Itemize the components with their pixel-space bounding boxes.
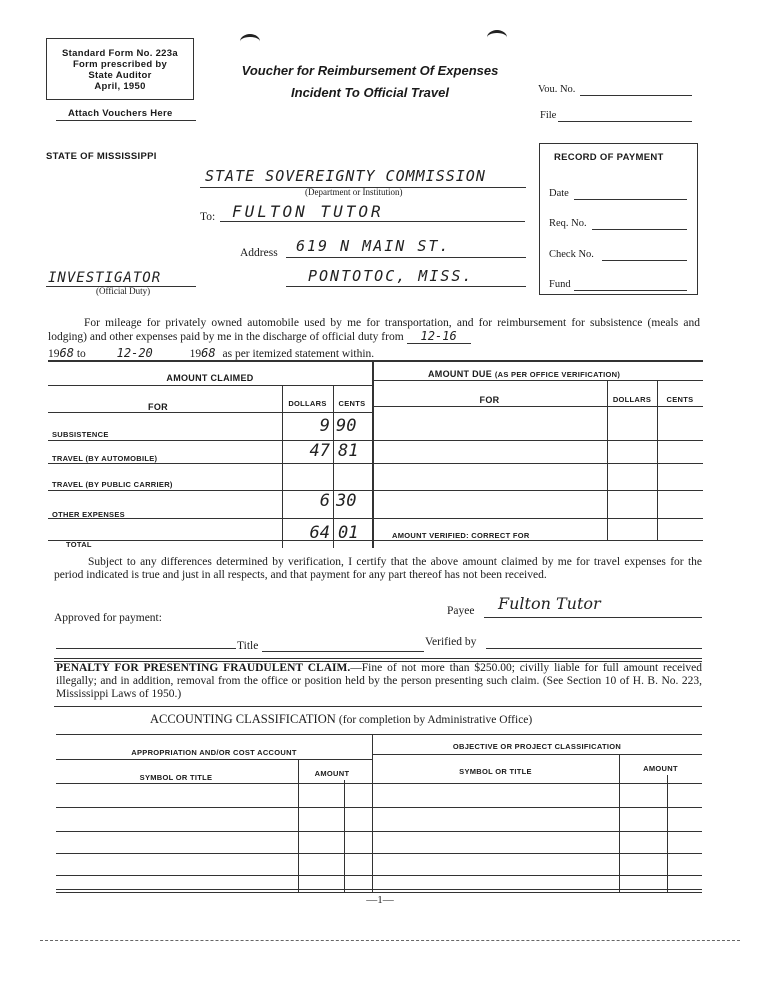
address-label: Address <box>240 247 278 259</box>
verified-line <box>486 648 702 649</box>
rop-req-label: Req. No. <box>549 218 587 229</box>
punch-hole-left <box>240 34 260 49</box>
penalty-heading: PENALTY FOR PRESENTING FRAUDULENT CLAIM. <box>56 662 351 674</box>
amount-due-header <box>428 369 620 379</box>
title-line <box>262 651 424 652</box>
to-line <box>220 221 525 222</box>
row-label-subsistence: SUBSISTENCE <box>52 430 109 439</box>
acct-left-head-line <box>56 759 372 760</box>
acct-row-1 <box>56 783 702 784</box>
row-line-2 <box>48 463 703 464</box>
accounting-heading-row <box>150 712 532 727</box>
approved-line <box>56 648 236 649</box>
perforation-line <box>40 940 740 941</box>
address-line1-rule <box>286 257 526 258</box>
year1-value: 68 <box>59 346 74 360</box>
mileage-from-date: 12-16 <box>407 329 471 344</box>
row-cents-other: 30 <box>336 491 357 511</box>
rop-date-line <box>574 199 687 200</box>
colhead-line-left <box>48 412 372 413</box>
attach-note: Attach Vouchers Here <box>68 108 173 119</box>
row-cents-subsistence: 90 <box>336 416 357 436</box>
to-value: FULTON TUTOR <box>232 202 384 221</box>
amount-due-sub: (AS PER OFFICE VERIFICATION) <box>494 370 621 379</box>
mileage-dates-line <box>48 346 374 360</box>
department-value: STATE SOVEREIGNTY COMMISSION <box>205 167 486 185</box>
official-duty-caption: (Official Duty) <box>96 286 151 296</box>
col-cents-divider <box>333 385 334 548</box>
accounting-table <box>56 735 702 895</box>
form-id-line4: April, 1950 <box>94 81 146 92</box>
vou-no-label: Vou. No. <box>538 84 576 95</box>
colhead-line-right <box>372 406 703 407</box>
row-label-travel-carrier: TRAVEL (BY PUBLIC CARRIER) <box>52 480 173 489</box>
col-for-left: FOR <box>148 402 168 412</box>
page-number: —1— <box>366 894 394 906</box>
rop-req-line <box>592 229 687 230</box>
col-due-cents-divider <box>657 380 658 540</box>
row-line-1 <box>48 440 703 441</box>
amount-verified-note: AMOUNT VERIFIED: CORRECT FOR <box>392 531 530 540</box>
acct-left-amount-sub <box>344 780 345 893</box>
payee-signature: Fulton Tutor <box>498 594 601 613</box>
amount-table <box>48 360 703 548</box>
acct-mid-divider <box>372 735 373 893</box>
address-line2-rule <box>286 286 526 287</box>
accounting-heading: ACCOUNTING CLASSIFICATION <box>150 712 336 726</box>
acct-right-head-line <box>372 754 702 755</box>
acct-row-3 <box>56 831 702 832</box>
penalty-text: —Fine of not more than $250.00; civilly liable for full amount received illegally; and in addition, removal from the office or position held by the person presenting such claim. (See Section 10 of H. B. No. 223, Mississippi Laws of 1950.) <box>56 662 703 700</box>
verified-label: Verified by <box>425 636 477 648</box>
acct-left-symbol: SYMBOL OR TITLE <box>139 773 213 782</box>
form-title <box>215 60 525 104</box>
form-id-line1: Standard Form No. 223a <box>62 48 178 59</box>
col-cents-left: CENTS <box>338 399 366 408</box>
acct-right-header: OBJECTIVE OR PROJECT CLASSIFICATION <box>452 742 622 751</box>
row-cents-travel-auto: 81 <box>338 441 359 461</box>
department-caption: (Department or Institution) <box>305 187 403 197</box>
title-label: Title <box>237 640 259 652</box>
table-top-line <box>48 360 703 362</box>
table-mid-divider <box>372 360 374 548</box>
form-id-box <box>46 38 194 100</box>
acct-right-symbol: SYMBOL OR TITLE <box>459 767 532 776</box>
col-cents-right: CENTS <box>666 395 694 404</box>
acct-row-2 <box>56 807 702 808</box>
mileage-paragraph <box>48 317 700 344</box>
rop-date-label: Date <box>549 188 569 199</box>
to-word: to <box>76 348 86 360</box>
payee-line <box>484 617 702 618</box>
year2-prefix: 19 <box>189 348 202 360</box>
rop-fund-line <box>574 290 687 291</box>
acct-left-amount: AMOUNT <box>314 769 350 778</box>
form-id-line3: State Auditor <box>88 70 152 81</box>
title-line2: Incident To Official Travel <box>291 85 449 100</box>
row-label-total: TOTAL <box>66 540 92 549</box>
row-dollars-subsistence: 9 <box>319 416 330 436</box>
col-due-dollars-divider <box>607 380 608 540</box>
address-line2: PONTOTOC, MISS. <box>308 267 474 285</box>
attach-line <box>56 120 196 121</box>
row-dollars-other: 6 <box>319 491 330 511</box>
due-header-line <box>372 380 703 381</box>
record-of-payment-box <box>539 143 698 295</box>
file-label: File <box>540 110 557 121</box>
separator-3 <box>54 706 702 707</box>
col-dollars-right: DOLLARS <box>612 395 652 404</box>
form-id-line2: Form prescribed by <box>72 59 168 70</box>
rop-check-label: Check No. <box>549 249 594 260</box>
mileage-suffix: as per itemized statement within. <box>222 348 375 360</box>
amount-claimed-header: AMOUNT CLAIMED <box>166 373 254 383</box>
claimed-header-line <box>48 385 372 386</box>
acct-left-header: APPROPRIATION AND/OR COST ACCOUNT <box>131 748 297 757</box>
row-label-travel-auto: TRAVEL (BY AUTOMOBILE) <box>52 454 158 463</box>
vou-no-line <box>580 95 692 96</box>
row-dollars-travel-auto: 47 <box>309 441 330 461</box>
acct-row-5 <box>56 875 702 876</box>
separator-1 <box>54 658 702 659</box>
verified-note-line <box>546 540 703 541</box>
acct-right-amount-divider <box>619 754 620 893</box>
penalty-paragraph <box>56 662 702 701</box>
rop-check-line <box>602 260 687 261</box>
acct-right-amount: AMOUNT <box>643 764 678 773</box>
col-for-right: FOR <box>479 395 500 405</box>
acct-bottom-1 <box>56 889 702 890</box>
accounting-heading-note: (for completion by Administrative Office) <box>338 714 533 726</box>
punch-hole-right <box>487 30 507 45</box>
mileage-text: For mileage for privately owned automobile used by me for transportation, and for reimbursement for subsistence (meals and lodging) and other expenses paid by me in the discharge of official duty from <box>48 317 700 343</box>
payee-label: Payee <box>447 605 475 617</box>
row-label-other: OTHER EXPENSES <box>52 510 125 519</box>
row-line-3 <box>48 490 703 491</box>
acct-bottom-2 <box>56 892 702 893</box>
official-duty-value: INVESTIGATOR <box>48 270 162 286</box>
row-cents-total: 01 <box>338 523 359 543</box>
acct-row-4 <box>56 853 702 854</box>
to-label: To: <box>200 211 216 223</box>
file-line <box>558 121 692 122</box>
year2-value: 68 <box>201 346 216 360</box>
certify-paragraph: Subject to any differences determined by verification, I certify that the above amount claimed by me for travel expenses for the period indicated is true and just in all respects, and that payment for any part thereof has not been received. <box>54 556 702 581</box>
year1-prefix: 19 <box>48 348 60 360</box>
acct-left-amount-divider <box>298 759 299 893</box>
title-line1: Voucher for Reimbursement Of Expenses <box>241 63 499 78</box>
approved-label: Approved for payment: <box>54 612 162 624</box>
col-dollars-left: DOLLARS <box>288 399 327 408</box>
amount-due-label: AMOUNT DUE <box>428 369 492 379</box>
row-dollars-total: 64 <box>309 523 330 543</box>
rop-fund-label: Fund <box>549 279 571 290</box>
address-line1: 619 N MAIN ST. <box>296 237 451 255</box>
row-line-4 <box>48 518 703 519</box>
record-of-payment-title: RECORD OF PAYMENT <box>554 152 664 163</box>
to-date-value: 12-20 <box>89 346 181 361</box>
state-label: STATE OF MISSISSIPPI <box>46 151 157 162</box>
